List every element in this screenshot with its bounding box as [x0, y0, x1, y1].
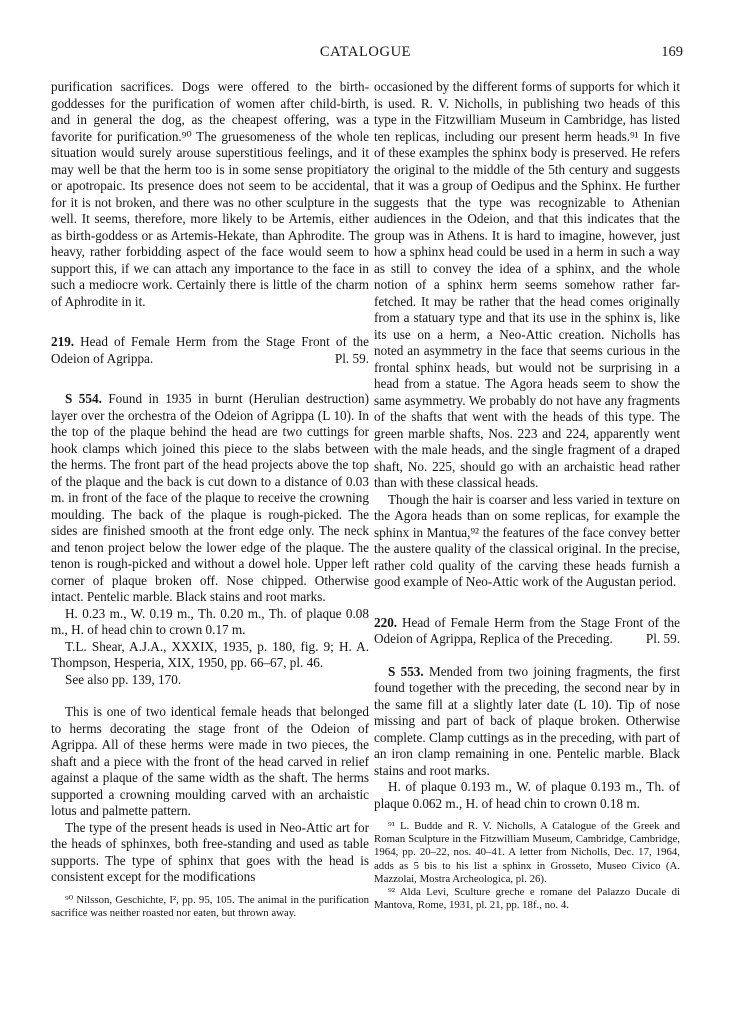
left-column — [51, 79, 369, 920]
paragraph: Though the hair is coarser and less varied in texture on the Agora heads than on some replicas, for example the sphinx in Mantua,⁹² the features of the face convey better the austere quality of the classical original. In the precise, rather cold quality of the carving these heads furnish a good example of Neo-Attic work of the Augustan period. — [374, 491, 680, 589]
bibliography: T.L. Shear, A.J.A., XXXIX, 1935, p. 180, fig. 9; H. A. Thompson, Hesperia, XIX, 1950, pp. 66–67, pl. 46. — [51, 638, 369, 670]
entry-number: 219. — [51, 334, 75, 349]
paragraph: purification sacrifices. Dogs were offered to the birth-goddesses for the purification of women after child-birth, and in general the dog, as the cheapest offering, was a favorite for purification.⁹⁰ The gruesomeness of the whole situation would surely arouse superstitious feelings, and it may well be that the herm too is in some sense propitiatory or apotropaic. Its presence does not seem to be accidental, for it is not broken, and there was no other sculpture in the well. It seems, therefore, more likely to be Artemis, either as birth-goddess or as Artemis-Hekate, than Aphrodite. The heavy, rather forbidding aspect of the face would seem to support this, if we can attach any importance to the face in such a mediocre work. Certainly there is little of the charm of Aphrodite in it. — [51, 79, 369, 309]
catalogue-entry-heading — [374, 615, 680, 648]
right-column — [374, 79, 680, 912]
entry-title: Head of Female Herm from the Stage Front of the Odeion of Agrippa, Replica of the Preceding. — [374, 614, 680, 646]
paragraph: The type of the present heads is used in Neo-Attic art for the heads of sphinxes, both free-standing and used as table supports. The type of sphinx that goes with the head is consistent except for the modifications — [51, 819, 369, 884]
description-text: Found in 1935 in burnt (Herulian destruction) layer over the orchestra of the Odeion of Agrippa (L 10). In the top of the plaque behind the head are two cuttings for hook clamps which joined this piece to the slabs between the herms. The front part of the head projects above the top of the plaque and the back is cut down to a distance of 0.03 m. in front of the face of the plaque to receive the crowning moulding. The back of the plaque is rough-picked. The sides are finished smooth at the front edge only. The neck and tenon project below the lower edge of the plaque. The tenon is rough-picked and without a dowel hole. Upper left corner of plaque broken off. Nose chipped. Otherwise intact. Pentelic marble. Black stains and root marks. — [51, 391, 369, 604]
inventory-number: S 553. — [388, 663, 424, 679]
plate-reference: Pl. 59. — [645, 631, 680, 646]
paragraph: This is one of two identical female heads that belonged to herms decorating the stage front of the Odeion of Agrippa. All of these herms were made in two pieces, the shaft and a piece with the front of the head carved in relief against a plaque of the same width as the shaft. The herms supported a crowning moulding carved with an archaistic lotus and palmette pattern. — [51, 704, 369, 818]
running-header — [0, 44, 731, 68]
entry-number: 220. — [374, 614, 398, 630]
footnote: ⁹¹ L. Budde and R. V. Nicholls, A Catalogue of the Greek and Roman Sculpture in the Fitzwilliam Museum, Cambridge, Cambridge, 1964, pp. 20–22, nos. 40–41. A letter from Nicholls, Dec. 17, 1964, adds as 5 bis to his list a sphinx in Grosseto, Museo Civico (A. Mazzolai, Mostra Archeologica, pl. 26). — [374, 820, 680, 885]
footnote: ⁹⁰ Nilsson, Geschichte, I², pp. 95, 105. The animal in the purification sacrifice was neither roasted nor eaten, but thrown away. — [51, 893, 369, 919]
paragraph: occasioned by the different forms of supports for which it is used. R. V. Nicholls, in publishing two heads of this type in the Fitzwilliam Museum in Cambridge, has listed ten replicas, including our present herm heads.⁹¹ In five of these examples the sphinx body is preserved. He refers the original to the middle of the 5th century and suggests that it was a group of Oedipus and the Sphinx. He further suggests that the type was recognizable to Athenian audiences in the Odeion, and that this indicates that the group was in Athens. It is hard to imagine, however, just how a sphinx head could be used in a herm in such a way as still to convey the idea of a sphinx, and the whole notion of a sphinx herm seems somehow rather far-fetched. It may be rather that the head comes originally from a statuary type and that its use in the sphinx is, like its use on a herm, a Neo-Attic creation. Nicholls has noted an asymmetry in the face that seems curious in the frontal sphinx heads, but would not be surprising in a head from a statue. The Agora heads seem to show the same asymmetry. We probably do not have any fragments of the shafts that went with the heads of this type. The green marble shafts, Nos. 223 and 224, apparently went with the male heads, and the single fragment of a draped shaft, No. 225, should go with an archaistic head rather than with these classical heads. — [374, 79, 680, 490]
dimensions: H. of plaque 0.193 m., W. of plaque 0.193 m., Th. of plaque 0.062 m., H. of head chin to crown 0.18 m. — [374, 779, 680, 811]
description-text: Mended from two joining fragments, the first found together with the preceding, the second near by in the same fill at a slightly later date (L 10). Tip of nose missing and part of back of plaque broken. Otherwise complete. Clamp cuttings as in the preceding, with part of an iron clamp remaining in one. Pentelic marble. Black stains and root marks. — [374, 663, 680, 778]
inventory-number: S 554. — [65, 391, 102, 406]
running-title: CATALOGUE — [319, 44, 412, 60]
cross-reference: See also pp. 139, 170. — [65, 671, 182, 687]
page-number: 169 — [661, 44, 683, 60]
entry-title: Head of Female Herm from the Stage Front of the Odeion of Agrippa. — [51, 334, 370, 366]
plate-reference: Pl. 59. — [334, 350, 369, 366]
dimensions: H. 0.23 m., W. 0.19 m., Th. 0.20 m., Th. of plaque 0.08 m., H. of head chin to crown 0.17 m. — [51, 605, 369, 637]
entry-description — [51, 391, 369, 606]
footnote: ⁹² Alda Levi, Sculture greche e romane del Palazzo Ducale di Mantova, Rome, 1931, pl. 21, pp. 18f., no. 4. — [374, 886, 680, 912]
catalogue-entry-heading — [51, 334, 369, 367]
entry-description — [374, 664, 680, 780]
